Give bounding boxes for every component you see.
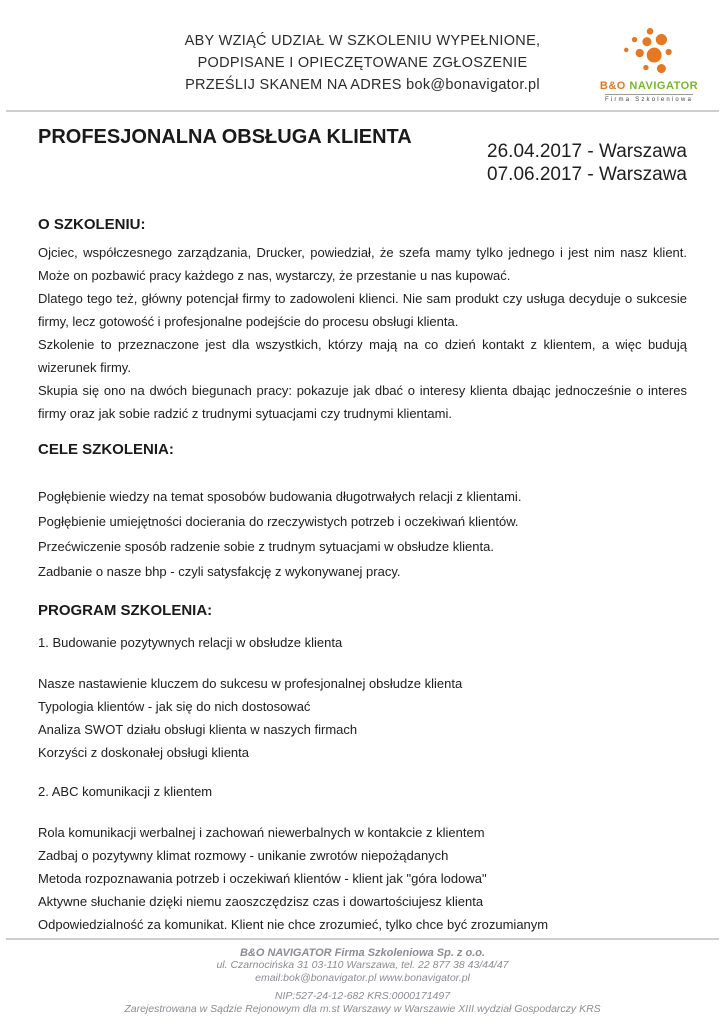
title-row	[38, 124, 687, 186]
training-date-2: 07.06.2017 - Warszawa	[487, 164, 687, 185]
section-heading-program: PROGRAM SZKOLENIA:	[38, 602, 213, 619]
header-instruction-line-2: PODPISANE I OPIECZĘTOWANE ZGŁOSZENIE	[197, 55, 528, 71]
program-item: Zadbaj o pozytywny klimat rozmowy - unikanie zwrotów niepożądanych	[38, 848, 449, 863]
footer-registration: Zarejestrowana w Sądzie Rejonowym dla m.st Warszawy w Warszawie XIII wydział Gospodarczy KRS	[124, 1002, 601, 1015]
footer-contact: email:bok@bonavigator.pl www.bonavigator.pl	[255, 971, 470, 984]
goal-item: Przećwiczenie sposób radzenie sobie z trudnym sytuacjami w obsłudze klienta.	[38, 539, 494, 554]
about-section	[38, 241, 687, 425]
program-module-items	[38, 821, 687, 936]
about-paragraph: Ojciec, współczesnego zarządzania, Drucker, powiedział, że szefa mamy tylko jednego i jest nim nasz klient. Może on pozbawić pracy każdego z nas, wystarczy, że przestanie u nas kupować.	[38, 245, 687, 283]
document-content	[0, 124, 725, 936]
goal-item: Pogłębienie wiedzy na temat sposobów budowania długotrwałych relacji z klientami.	[38, 489, 522, 504]
goals-section	[38, 484, 687, 584]
footer-nip-krs: NIP:527-24-12-682 KRS:0000171497	[274, 990, 451, 1002]
program-module-title: 1. Budowanie pozytywnych relacji w obsłudze klienta	[38, 635, 343, 650]
program-module-1	[38, 631, 687, 764]
footer-company-name: B&O NAVIGATOR Firma Szkoleniowa Sp. z o.o.	[239, 946, 486, 959]
logo-divider	[605, 94, 693, 95]
about-paragraph: Skupia się ono na dwóch biegunach pracy: pokazuje jak dbać o interesy klienta dbając jednocześnie o interes firmy oraz jak sobie radzić z trudnymi sytuacjami czy trudnymi klientami.	[38, 383, 687, 421]
training-date-1: 26.04.2017 - Warszawa	[487, 141, 687, 162]
page-footer	[6, 938, 719, 1024]
program-item: Nasze nastawienie kluczem do sukcesu w profesjonalnej obsłudze klienta	[38, 676, 463, 691]
header-instruction-prefix: PRZEŚLIJ SKANEM NA ADRES	[185, 77, 402, 93]
header-email-text: bok@bonavigator.pl	[406, 77, 540, 93]
program-item: Rola komunikacji werbalnej i zachowań niewerbalnych w kontakcie z klientem	[38, 825, 485, 840]
logo-tagline: Firma Szkoleniowa	[604, 97, 694, 103]
program-item: Metoda rozpoznawania potrzeb i oczekiwań klientów - klient jak "góra lodowa"	[38, 871, 487, 886]
logo-brand-navigator: NAVIGATOR	[629, 80, 699, 92]
about-paragraph: Dlatego tego też, główny potencjał firmy to zadowoleni klienci. Nie sam produkt czy usługa decyduje o sukcesie firmy, lecz gotowość i profesjonalne podejście do procesu obsługi klienta.	[38, 291, 687, 329]
program-item: Korzyści z doskonałej obsługi klienta	[38, 745, 249, 760]
section-heading-about: O SZKOLENIU:	[38, 216, 146, 233]
header-instruction-line-1: ABY WZIĄĆ UDZIAŁ W SZKOLENIU WYPEŁNIONE,	[184, 33, 541, 49]
header-divider	[6, 110, 719, 112]
program-item: Odpowiedzialność za komunikat. Klient nie chce zrozumieć, tylko chce być zrozumianym	[38, 917, 549, 932]
logo-wordmark	[599, 80, 699, 92]
page-header	[0, 0, 725, 103]
program-module-title: 2. ABC komunikacji z klientem	[38, 784, 213, 799]
about-paragraph: Szkolenie to przeznaczone jest dla wszystkich, którzy mają na co dzień kontakt z klientem, a więc budują wizerunek firmy.	[38, 337, 687, 375]
training-dates	[487, 140, 687, 186]
program-item: Typologia klientów - jak się do nich dostosować	[38, 699, 311, 714]
logo-dots-icon	[618, 26, 680, 78]
company-logo	[599, 26, 699, 103]
program-module-2	[38, 780, 687, 936]
program-module-items	[38, 672, 687, 764]
goal-item: Pogłębienie umiejętności docierania do rzeczywistych potrzeb i oczekiwań klientów.	[38, 514, 519, 529]
goal-item: Zadbanie o nasze bhp - czyli satysfakcję z wykonywanej pracy.	[38, 564, 401, 579]
logo-brand-bo: B&O	[599, 80, 626, 92]
footer-address: ul. Czarnocińska 31 03-110 Warszawa, tel. 22 877 38 43/44/47	[216, 959, 509, 971]
program-item: Aktywne słuchanie dzięki niemu zaoszczędzisz czas i dowartościujesz klienta	[38, 894, 484, 909]
program-item: Analiza SWOT działu obsługi klienta w naszych firmach	[38, 722, 358, 737]
footer-registration-block	[6, 990, 719, 1015]
page-title: PROFESJONALNA OBSŁUGA KLIENTA	[38, 126, 412, 148]
section-heading-goals: CELE SZKOLENIA:	[38, 441, 174, 458]
